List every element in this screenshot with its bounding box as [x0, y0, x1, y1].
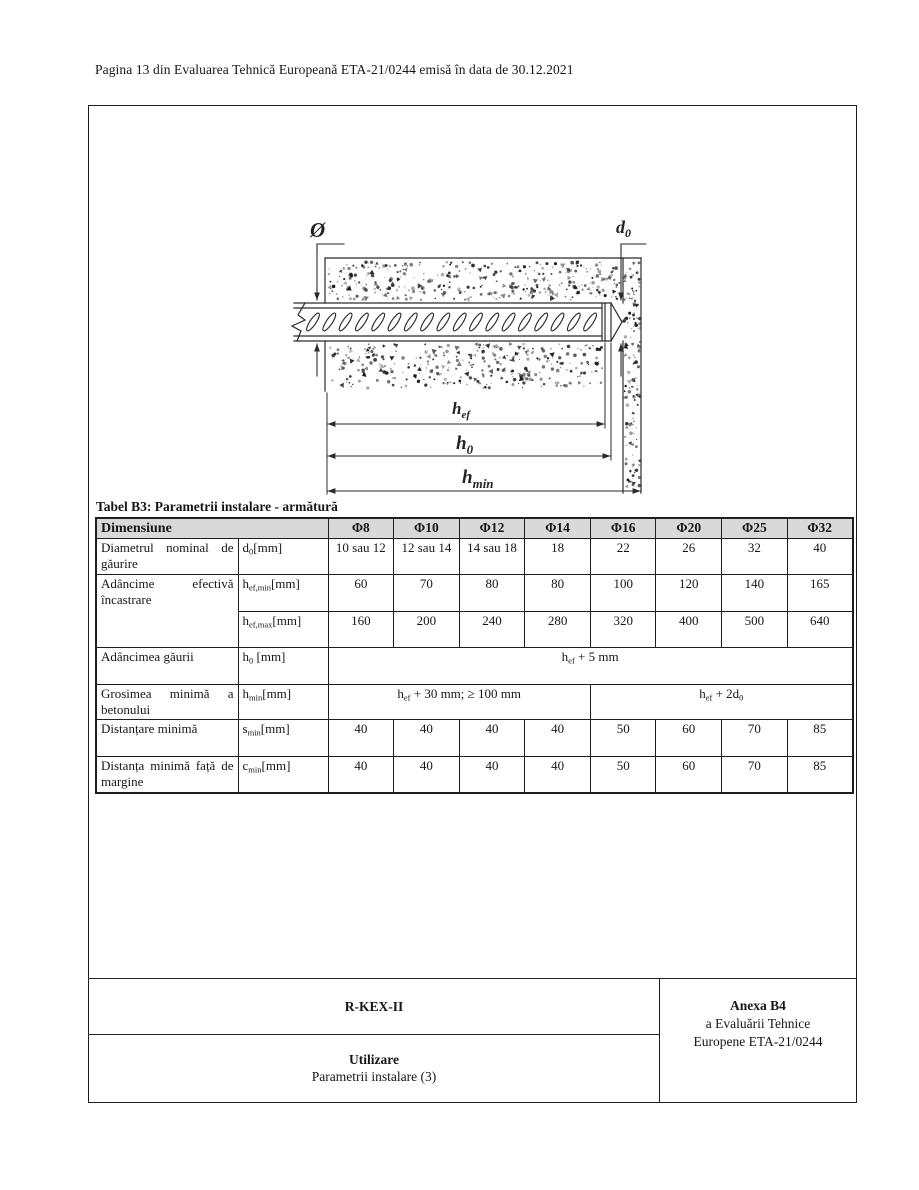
- table-cell: 240: [459, 612, 525, 648]
- table-cell: 40: [394, 720, 460, 757]
- hmin-dimension-label: $h_{min}$: [462, 467, 494, 491]
- footer-left-column: [89, 979, 660, 1102]
- size-header-cell: Φ8: [328, 518, 394, 539]
- table-cell: 70: [722, 720, 788, 757]
- table-cell: 60: [656, 757, 722, 793]
- page-footer-block: [88, 978, 857, 1103]
- table-cell: 26: [656, 539, 722, 575]
- row-symbol: $s_{min}[mm]$: [238, 720, 328, 757]
- break-symbol: [292, 303, 305, 341]
- row-symbol: $h_{ef,max}[mm]$: [238, 612, 328, 648]
- annex-line2: a Evaluării Tehnice: [705, 1016, 811, 1032]
- row-label: Distanțare minimă: [96, 720, 238, 757]
- annex-line3: Europene ETA-21/0244: [693, 1034, 823, 1050]
- size-header-cell: Φ12: [459, 518, 525, 539]
- table-cell: 60: [328, 575, 394, 612]
- table-cell: 500: [722, 612, 788, 648]
- table-cell: 40: [525, 757, 591, 793]
- row-label: Adâncimea găurii: [96, 648, 238, 685]
- table-cell: 400: [656, 612, 722, 648]
- installation-parameters-table: [95, 517, 854, 794]
- rebar-ribs: [305, 312, 599, 333]
- annex-title: Anexa B4: [730, 998, 786, 1013]
- table-cell: 12 sau 14: [394, 539, 460, 575]
- use-subtitle: Parametrii instalare (3): [311, 1069, 437, 1084]
- table-cell: 40: [459, 757, 525, 793]
- row-label: Distanța minimă față de margine: [96, 757, 238, 793]
- size-header-cell: Φ20: [656, 518, 722, 539]
- table-cell: 140: [722, 575, 788, 612]
- table-cell: 80: [459, 575, 525, 612]
- size-header-cell: Φ32: [787, 518, 853, 539]
- table-cell: 40: [328, 720, 394, 757]
- row-symbol: $h_{min}[mm]$: [238, 685, 328, 720]
- h0-dimension-label: $h_0$: [456, 433, 474, 457]
- formula-cell: $h_{ef} + 2d_0$: [590, 685, 852, 720]
- table-header-row: [96, 518, 853, 539]
- table-title: Tabel B3: Parametrii instalare - armătură: [96, 499, 338, 514]
- table-cell: 40: [394, 757, 460, 793]
- size-header-cell: Φ25: [722, 518, 788, 539]
- row-symbol: $c_{min}[mm]$: [238, 757, 328, 793]
- table-cell: 85: [787, 720, 853, 757]
- size-header-cell: Φ14: [525, 518, 591, 539]
- hole-diameter-label: $d_0$: [616, 217, 631, 240]
- table-row: [96, 720, 853, 757]
- table-row: [96, 757, 853, 793]
- table-row: [96, 539, 853, 575]
- row-symbol: $h_0$ [mm]: [238, 648, 328, 685]
- table-cell: 100: [590, 575, 656, 612]
- table-cell: 120: [656, 575, 722, 612]
- table-cell: 14 sau 18: [459, 539, 525, 575]
- footer-annex-cell: [660, 979, 856, 1102]
- table-cell: 320: [590, 612, 656, 648]
- hef-dimension-label: $h_{ef}$: [452, 399, 471, 421]
- bar-diameter-label: Ø: [310, 218, 326, 242]
- table-cell: 40: [787, 539, 853, 575]
- installation-diagram: [88, 105, 858, 510]
- table-cell: 60: [656, 720, 722, 757]
- table-cell: 80: [525, 575, 591, 612]
- table-cell: 22: [590, 539, 656, 575]
- table-cell: 40: [525, 720, 591, 757]
- formula-cell: $h_{ef} + 5$ mm: [328, 648, 853, 685]
- size-header-cell: Φ16: [590, 518, 656, 539]
- table-cell: 32: [722, 539, 788, 575]
- table-row: [96, 648, 853, 685]
- formula-cell: $h_{ef} + 30$ mm; ≥ 100 mm: [328, 685, 590, 720]
- table-cell: 85: [787, 757, 853, 793]
- dimension-header-cell: Dimensiune: [96, 518, 328, 539]
- table-row: [96, 685, 853, 720]
- table-cell: 10 sau 12: [328, 539, 394, 575]
- use-title: Utilizare: [349, 1052, 399, 1067]
- size-header-cell: Φ10: [394, 518, 460, 539]
- table-cell: 640: [787, 612, 853, 648]
- table-cell: 280: [525, 612, 591, 648]
- table-cell: 70: [394, 575, 460, 612]
- product-name: R-KEX-II: [89, 979, 659, 1035]
- table-cell: 40: [459, 720, 525, 757]
- table-row: [96, 575, 853, 612]
- page-header-text: Pagina 13 din Evaluarea Tehnică Europeană ETA-21/0244 emisă în data de 30.12.2021: [95, 62, 574, 77]
- row-label: Diametrul nominal de găurire: [96, 539, 238, 575]
- row-label: Grosimea minimă a betonului: [96, 685, 238, 720]
- table-cell: 160: [328, 612, 394, 648]
- table-cell: 50: [590, 757, 656, 793]
- row-label: Adâncime efectivă încastrare: [96, 575, 238, 648]
- table-cell: 50: [590, 720, 656, 757]
- table-cell: 40: [328, 757, 394, 793]
- row-symbol: $h_{ef,min}[mm]$: [238, 575, 328, 612]
- concrete-texture: [327, 260, 641, 488]
- table-cell: 18: [525, 539, 591, 575]
- row-symbol: $d_0[mm]$: [238, 539, 328, 575]
- table-cell: 200: [394, 612, 460, 648]
- footer-use-cell: [89, 1035, 659, 1102]
- table-cell: 165: [787, 575, 853, 612]
- table-cell: 70: [722, 757, 788, 793]
